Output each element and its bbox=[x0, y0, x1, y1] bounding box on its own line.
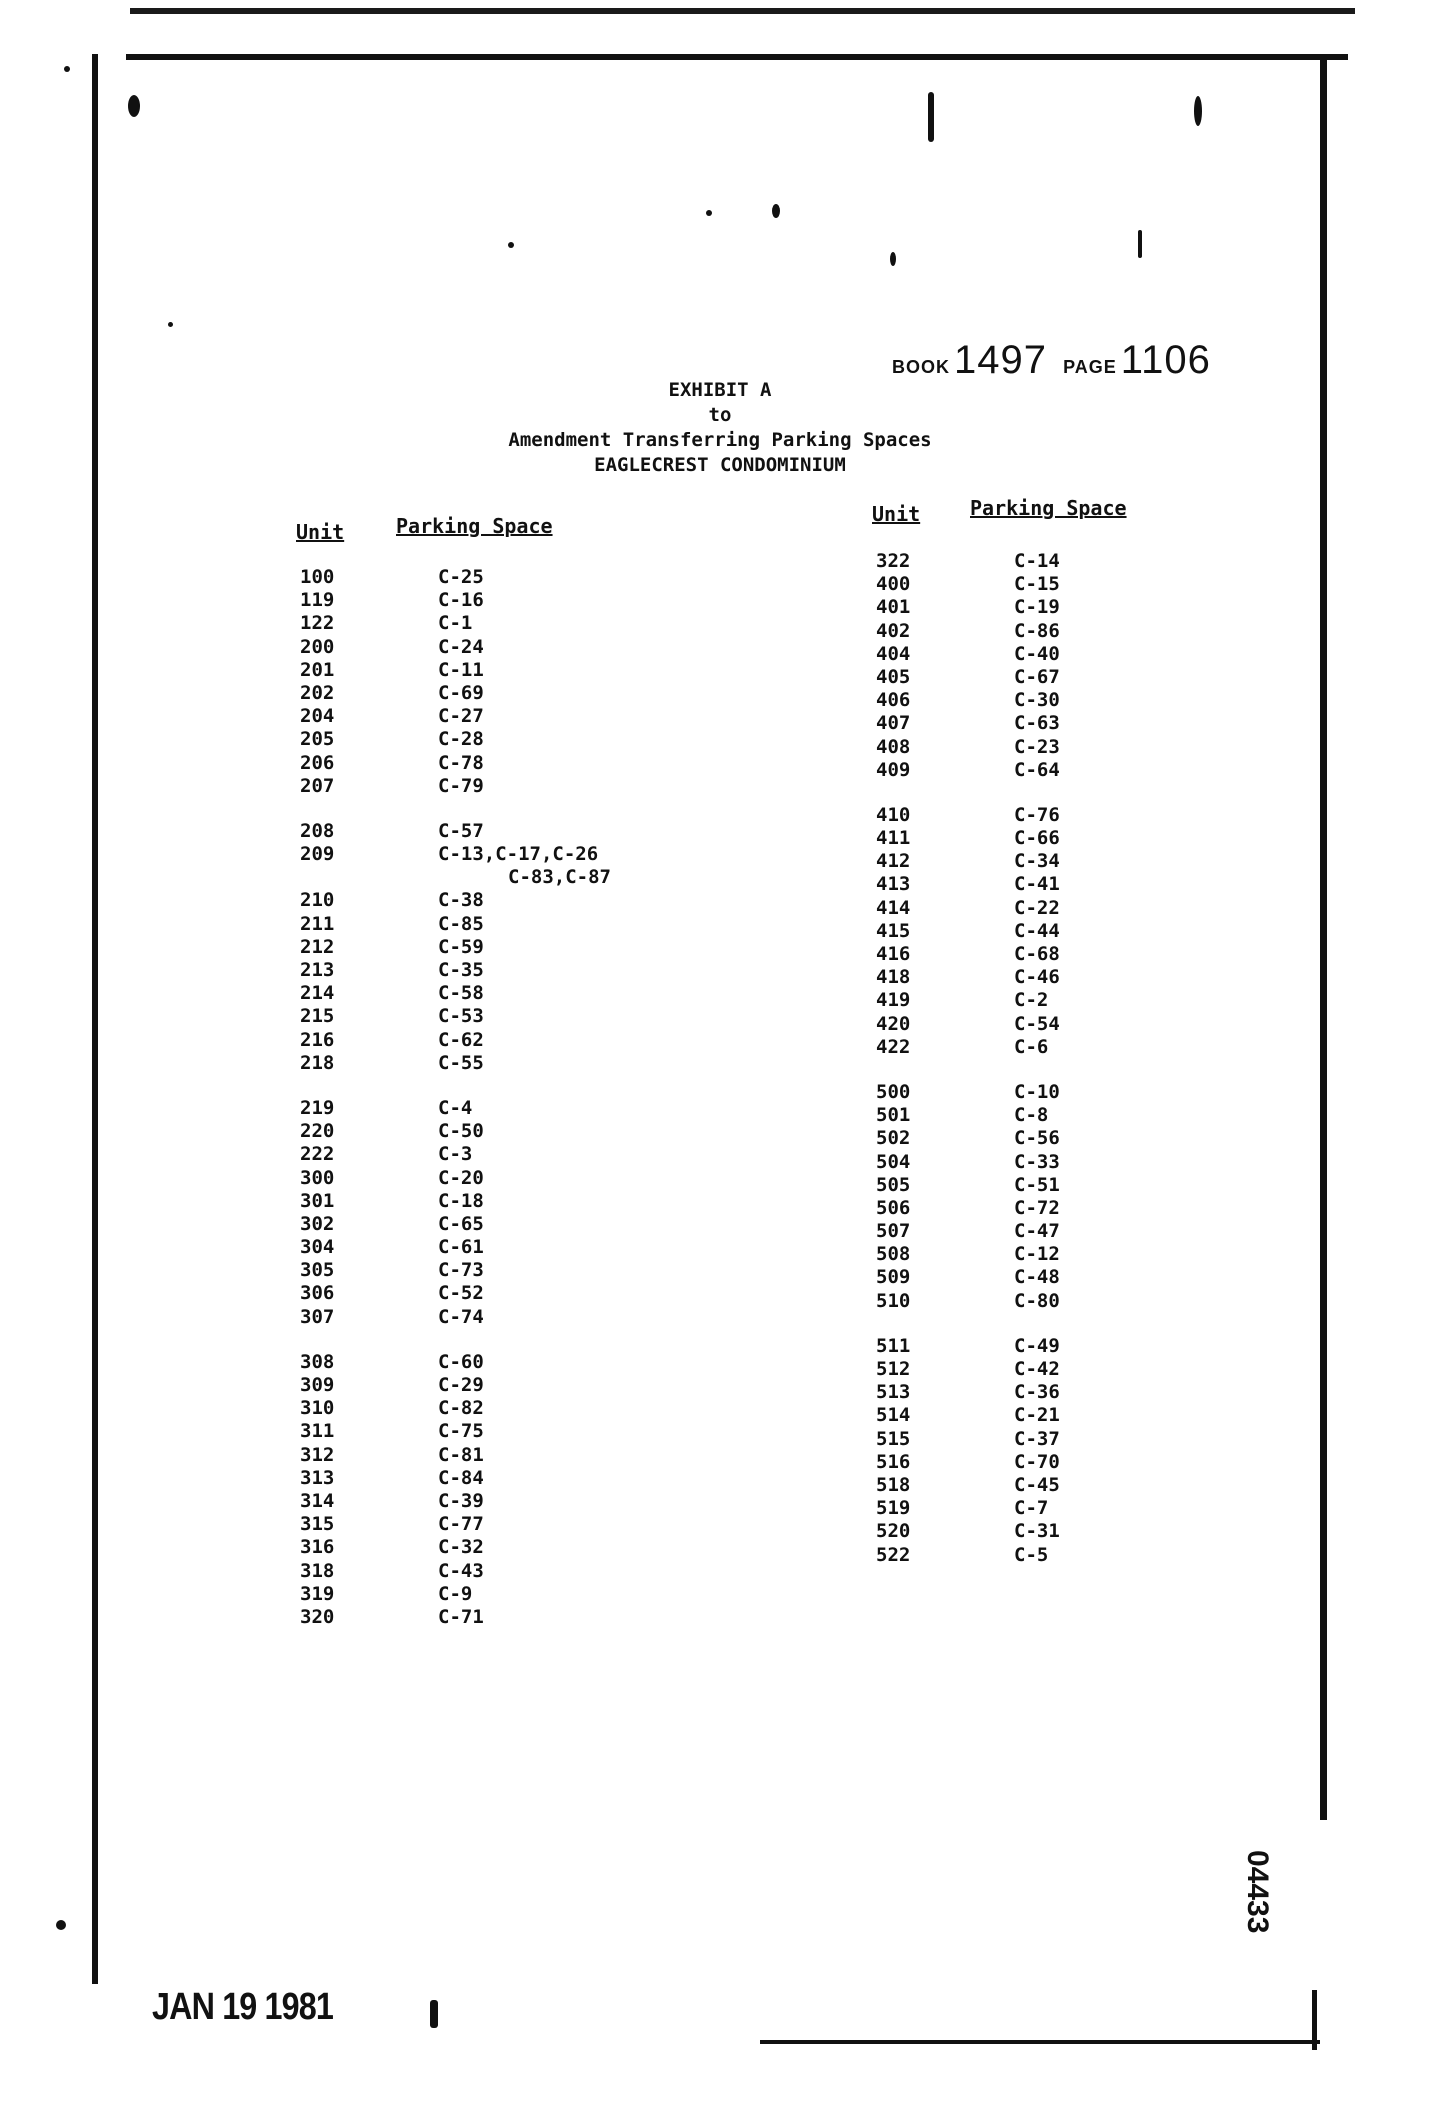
parking-space: C-41 bbox=[1014, 873, 1060, 896]
left-table-row bbox=[300, 1397, 611, 1420]
right-table-row bbox=[876, 1081, 1060, 1104]
parking-space: C-71 bbox=[438, 1605, 484, 1628]
group-gap bbox=[300, 1075, 611, 1097]
parking-space: C-36 bbox=[1014, 1381, 1060, 1404]
unit-number: 318 bbox=[300, 1559, 335, 1582]
unit-number: 520 bbox=[876, 1520, 911, 1543]
unit-number: 322 bbox=[876, 550, 911, 572]
parking-space: C-56 bbox=[1014, 1127, 1060, 1150]
parking-space: C-53 bbox=[438, 1005, 484, 1028]
left-table-row bbox=[300, 589, 611, 612]
unit-number: 222 bbox=[300, 1143, 335, 1166]
parking-space: C-63 bbox=[1014, 712, 1060, 735]
unit-number: 211 bbox=[300, 912, 335, 935]
unit-number: 310 bbox=[300, 1397, 335, 1420]
unit-number: 414 bbox=[876, 896, 911, 919]
right-table-row bbox=[876, 1151, 1060, 1174]
unit-number: 313 bbox=[300, 1466, 335, 1489]
book-label: BOOK bbox=[892, 357, 950, 377]
unit-number: 213 bbox=[300, 959, 335, 981]
left-table-row bbox=[300, 889, 611, 912]
left-table-row bbox=[300, 1097, 611, 1120]
page-border-top bbox=[126, 54, 1348, 60]
unit-number: 505 bbox=[876, 1173, 911, 1196]
unit-number: 316 bbox=[300, 1536, 335, 1559]
parking-space: C-64 bbox=[1014, 758, 1060, 781]
right-table-row bbox=[876, 1520, 1060, 1543]
parking-space: C-1 bbox=[438, 612, 473, 635]
parking-space: C-66 bbox=[1014, 827, 1060, 850]
parking-space: C-32 bbox=[438, 1536, 484, 1559]
scan-speck bbox=[128, 95, 140, 117]
parking-space: C-62 bbox=[438, 1028, 484, 1051]
parking-space: C-14 bbox=[1014, 550, 1060, 572]
unit-number: 119 bbox=[300, 589, 335, 612]
parking-space: C-8 bbox=[1014, 1104, 1049, 1127]
parking-space: C-30 bbox=[1014, 689, 1060, 712]
parking-space: C-22 bbox=[1014, 896, 1060, 919]
right-table-row bbox=[876, 873, 1060, 896]
left-table-row bbox=[300, 705, 611, 728]
left-table-row bbox=[300, 1513, 611, 1536]
unit-number: 301 bbox=[300, 1189, 335, 1212]
unit-number: 300 bbox=[300, 1166, 335, 1189]
parking-space: C-61 bbox=[438, 1236, 484, 1259]
unit-number: 315 bbox=[300, 1513, 335, 1536]
unit-number: 419 bbox=[876, 989, 911, 1012]
unit-number: 202 bbox=[300, 681, 335, 704]
left-table-row bbox=[300, 682, 611, 705]
right-table-row bbox=[876, 1451, 1060, 1474]
parking-space: C-25 bbox=[438, 566, 484, 588]
page-border-bottom bbox=[760, 2040, 1320, 2044]
right-table-row bbox=[876, 943, 1060, 966]
unit-number: 218 bbox=[300, 1051, 335, 1074]
left-table-row bbox=[300, 982, 611, 1005]
top-scan-rule bbox=[130, 8, 1355, 14]
left-table-row bbox=[300, 1583, 611, 1606]
right-table-row bbox=[876, 1036, 1060, 1059]
unit-number: 401 bbox=[876, 596, 911, 619]
unit-number: 420 bbox=[876, 1012, 911, 1035]
parking-space: C-81 bbox=[438, 1443, 484, 1466]
unit-number: 411 bbox=[876, 827, 911, 850]
parking-space: C-80 bbox=[1014, 1289, 1060, 1312]
right-table-row bbox=[876, 1013, 1060, 1036]
right-table-row bbox=[876, 620, 1060, 643]
unit-number: 418 bbox=[876, 966, 911, 989]
parking-space: C-82 bbox=[438, 1397, 484, 1420]
parking-space: C-69 bbox=[438, 681, 484, 704]
parking-space: C-20 bbox=[438, 1166, 484, 1189]
unit-number: 201 bbox=[300, 658, 335, 681]
left-table-row bbox=[300, 1306, 611, 1329]
unit-number: 405 bbox=[876, 665, 911, 688]
parking-space: C-72 bbox=[1014, 1196, 1060, 1219]
right-table-row bbox=[876, 1104, 1060, 1127]
left-table-row bbox=[300, 820, 611, 843]
parking-space: C-85 bbox=[438, 912, 484, 935]
unit-number: 415 bbox=[876, 919, 911, 942]
left-table-row bbox=[300, 612, 611, 635]
unit-number: 204 bbox=[300, 705, 335, 728]
unit-number: 216 bbox=[300, 1028, 335, 1051]
unit-number: 215 bbox=[300, 1005, 335, 1028]
unit-number: 402 bbox=[876, 619, 911, 642]
parking-space: C-48 bbox=[1014, 1266, 1060, 1289]
left-table-row bbox=[300, 1143, 611, 1166]
parking-space: C-19 bbox=[1014, 596, 1060, 619]
right-table-row bbox=[876, 573, 1060, 596]
condominium-name: EAGLECREST CONDOMINIUM bbox=[594, 454, 846, 476]
left-table-row bbox=[300, 843, 611, 866]
unit-number: 219 bbox=[300, 1096, 335, 1119]
unit-number: 412 bbox=[876, 850, 911, 873]
unit-number: 504 bbox=[876, 1150, 911, 1173]
parking-space: C-43 bbox=[438, 1559, 484, 1582]
group-gap bbox=[876, 1313, 1060, 1335]
left-table-row bbox=[300, 1490, 611, 1513]
right-unit-header: Unit bbox=[872, 502, 921, 526]
right-table-row bbox=[876, 966, 1060, 989]
unit-number: 514 bbox=[876, 1404, 911, 1427]
left-table-row bbox=[300, 1236, 611, 1259]
unit-number: 311 bbox=[300, 1420, 335, 1443]
right-table-row bbox=[876, 596, 1060, 619]
group-gap bbox=[876, 1059, 1060, 1081]
left-table-row bbox=[300, 866, 611, 889]
unit-number: 206 bbox=[300, 751, 335, 774]
exhibit-to: to bbox=[708, 404, 732, 426]
right-table-row bbox=[876, 1474, 1060, 1497]
right-table-row bbox=[876, 827, 1060, 850]
parking-space: C-38 bbox=[438, 889, 484, 912]
right-table-row bbox=[876, 736, 1060, 759]
scan-speck bbox=[168, 322, 173, 327]
group-gap bbox=[876, 782, 1060, 804]
right-table-row bbox=[876, 804, 1060, 827]
right-table-row bbox=[876, 666, 1060, 689]
scan-speck bbox=[1194, 96, 1202, 126]
unit-number: 519 bbox=[876, 1497, 911, 1520]
parking-space: C-65 bbox=[438, 1212, 484, 1235]
left-table-row bbox=[300, 1467, 611, 1490]
exhibit-title: EXHIBIT A bbox=[668, 379, 772, 401]
unit-number: 518 bbox=[876, 1473, 911, 1496]
scan-speck bbox=[1138, 230, 1142, 258]
left-table-row bbox=[300, 1052, 611, 1075]
unit-number: 400 bbox=[876, 573, 911, 596]
parking-space: C-75 bbox=[438, 1420, 484, 1443]
scan-speck bbox=[772, 204, 780, 218]
unit-number: 408 bbox=[876, 735, 911, 758]
parking-space: C-9 bbox=[438, 1582, 473, 1605]
parking-space: C-7 bbox=[1014, 1497, 1049, 1520]
parking-space: C-70 bbox=[1014, 1450, 1060, 1473]
unit-number: 515 bbox=[876, 1427, 911, 1450]
parking-space: C-77 bbox=[438, 1513, 484, 1536]
scan-speck bbox=[890, 252, 896, 266]
right-table-row bbox=[876, 550, 1060, 573]
left-unit-header: Unit bbox=[296, 520, 345, 544]
right-table-row bbox=[876, 850, 1060, 873]
unit-number: 522 bbox=[876, 1543, 911, 1566]
unit-number: 509 bbox=[876, 1266, 911, 1289]
parking-space: C-78 bbox=[438, 751, 484, 774]
right-table-row bbox=[876, 759, 1060, 782]
unit-number: 122 bbox=[300, 612, 335, 635]
parking-space: C-24 bbox=[438, 635, 484, 658]
left-table-row bbox=[300, 1167, 611, 1190]
parking-space: C-73 bbox=[438, 1259, 484, 1282]
unit-number: 500 bbox=[876, 1080, 911, 1103]
right-table-row bbox=[876, 1544, 1060, 1567]
book-page-reference bbox=[888, 338, 1211, 383]
right-table-row bbox=[876, 712, 1060, 735]
parking-space: C-84 bbox=[438, 1466, 484, 1489]
parking-space: C-12 bbox=[1014, 1243, 1060, 1266]
page-label: PAGE bbox=[1063, 357, 1117, 377]
parking-space: C-15 bbox=[1014, 573, 1060, 596]
parking-space: C-39 bbox=[438, 1489, 484, 1512]
unit-number: 214 bbox=[300, 982, 335, 1005]
parking-space: C-46 bbox=[1014, 966, 1060, 989]
document-heading bbox=[380, 378, 1060, 478]
parking-space: C-16 bbox=[438, 589, 484, 612]
parking-space: C-29 bbox=[438, 1374, 484, 1396]
parking-space: C-74 bbox=[438, 1305, 484, 1328]
left-table-row bbox=[300, 1120, 611, 1143]
unit-number: 305 bbox=[300, 1259, 335, 1282]
parking-space: C-52 bbox=[438, 1282, 484, 1305]
parking-space: C-49 bbox=[1014, 1334, 1060, 1357]
right-table-row bbox=[876, 1335, 1060, 1358]
parking-space: C-3 bbox=[438, 1143, 473, 1166]
parking-space: C-51 bbox=[1014, 1173, 1060, 1196]
right-table-row bbox=[876, 1404, 1060, 1427]
left-table-row bbox=[300, 1420, 611, 1443]
parking-space: C-5 bbox=[1014, 1543, 1049, 1566]
left-table-row bbox=[300, 1536, 611, 1559]
parking-space: C-40 bbox=[1014, 642, 1060, 665]
left-table-row bbox=[300, 1444, 611, 1467]
parking-space: C-18 bbox=[438, 1189, 484, 1212]
parking-space: C-11 bbox=[438, 658, 484, 681]
page-border-tick bbox=[1312, 1990, 1317, 2050]
recording-date-stamp: JAN 19 1981 bbox=[152, 1986, 333, 2028]
left-table-row bbox=[300, 1606, 611, 1629]
scan-speck bbox=[706, 210, 712, 216]
unit-number bbox=[300, 866, 438, 889]
unit-number: 506 bbox=[876, 1196, 911, 1219]
right-parking-header: Parking Space bbox=[970, 496, 1127, 520]
parking-space: C-55 bbox=[438, 1051, 484, 1074]
parking-space: C-54 bbox=[1014, 1012, 1060, 1035]
scan-speck bbox=[56, 1920, 66, 1930]
parking-space: C-35 bbox=[438, 959, 484, 981]
left-table-row bbox=[300, 566, 611, 589]
left-table-row bbox=[300, 1282, 611, 1305]
unit-number: 513 bbox=[876, 1381, 911, 1404]
unit-number: 409 bbox=[876, 758, 911, 781]
left-table-row bbox=[300, 752, 611, 775]
group-gap bbox=[300, 798, 611, 820]
unit-number: 208 bbox=[300, 819, 335, 842]
unit-number: 302 bbox=[300, 1212, 335, 1235]
side-document-number: 04433 bbox=[1241, 1850, 1274, 1934]
unit-number: 207 bbox=[300, 774, 335, 797]
left-table-row bbox=[300, 959, 611, 982]
right-table-row bbox=[876, 920, 1060, 943]
amendment-title: Amendment Transferring Parking Spaces bbox=[508, 429, 932, 451]
parking-space: C-83,C-87 bbox=[508, 866, 611, 889]
right-table-row bbox=[876, 989, 1060, 1012]
right-table-row bbox=[876, 1428, 1060, 1451]
left-table-row bbox=[300, 659, 611, 682]
right-table-row bbox=[876, 1290, 1060, 1313]
unit-number: 307 bbox=[300, 1305, 335, 1328]
right-table-row bbox=[876, 689, 1060, 712]
unit-number: 404 bbox=[876, 642, 911, 665]
parking-space: C-23 bbox=[1014, 735, 1060, 758]
parking-space: C-10 bbox=[1014, 1080, 1060, 1103]
parking-space: C-2 bbox=[1014, 989, 1049, 1012]
left-table-row bbox=[300, 1351, 611, 1374]
left-table-row bbox=[300, 1190, 611, 1213]
right-table-row bbox=[876, 643, 1060, 666]
page-border-right bbox=[1320, 60, 1327, 1820]
unit-number: 308 bbox=[300, 1350, 335, 1373]
right-table-row bbox=[876, 1243, 1060, 1266]
parking-space: C-6 bbox=[1014, 1035, 1049, 1058]
unit-number: 210 bbox=[300, 889, 335, 912]
parking-space: C-44 bbox=[1014, 919, 1060, 942]
page-border-left bbox=[92, 54, 98, 1984]
parking-space: C-13,C-17,C-26 bbox=[438, 843, 599, 866]
unit-number: 511 bbox=[876, 1334, 911, 1357]
parking-space: C-28 bbox=[438, 728, 484, 751]
scan-speck bbox=[430, 2000, 438, 2028]
scan-speck bbox=[64, 66, 70, 72]
scan-speck bbox=[508, 242, 514, 248]
left-table-row bbox=[300, 936, 611, 959]
unit-number: 306 bbox=[300, 1282, 335, 1305]
unit-number: 200 bbox=[300, 635, 335, 658]
unit-number: 100 bbox=[300, 566, 335, 588]
left-table-row bbox=[300, 913, 611, 936]
left-table-row bbox=[300, 1029, 611, 1052]
parking-space: C-68 bbox=[1014, 943, 1060, 965]
group-gap bbox=[300, 1329, 611, 1351]
left-table-row bbox=[300, 1213, 611, 1236]
right-table-row bbox=[876, 1266, 1060, 1289]
right-table-row bbox=[876, 897, 1060, 920]
parking-space: C-45 bbox=[1014, 1473, 1060, 1496]
parking-space: C-33 bbox=[1014, 1150, 1060, 1173]
unit-number: 416 bbox=[876, 943, 911, 965]
left-table-row bbox=[300, 1560, 611, 1583]
right-table-row bbox=[876, 1381, 1060, 1404]
parking-space: C-76 bbox=[1014, 803, 1060, 826]
parking-space: C-47 bbox=[1014, 1220, 1060, 1243]
unit-number: 410 bbox=[876, 803, 911, 826]
unit-number: 516 bbox=[876, 1450, 911, 1473]
parking-space: C-31 bbox=[1014, 1520, 1060, 1543]
parking-space: C-21 bbox=[1014, 1404, 1060, 1427]
parking-space: C-57 bbox=[438, 819, 484, 842]
left-parking-list bbox=[300, 566, 611, 1629]
parking-space: C-67 bbox=[1014, 665, 1060, 688]
unit-number: 320 bbox=[300, 1605, 335, 1628]
unit-number: 209 bbox=[300, 843, 335, 866]
parking-space: C-4 bbox=[438, 1096, 473, 1119]
left-table-row bbox=[300, 728, 611, 751]
unit-number: 314 bbox=[300, 1489, 335, 1512]
parking-space: C-60 bbox=[438, 1350, 484, 1373]
left-table-row bbox=[300, 636, 611, 659]
unit-number: 407 bbox=[876, 712, 911, 735]
left-table-row bbox=[300, 1259, 611, 1282]
right-table-row bbox=[876, 1497, 1060, 1520]
unit-number: 502 bbox=[876, 1127, 911, 1150]
parking-space: C-37 bbox=[1014, 1427, 1060, 1450]
unit-number: 501 bbox=[876, 1104, 911, 1127]
parking-space: C-86 bbox=[1014, 619, 1060, 642]
left-table-row bbox=[300, 775, 611, 798]
right-parking-list bbox=[876, 550, 1060, 1567]
right-table-row bbox=[876, 1174, 1060, 1197]
unit-number: 220 bbox=[300, 1120, 335, 1143]
book-number: 1497 bbox=[954, 338, 1047, 382]
scan-speck bbox=[928, 92, 934, 142]
right-table-row bbox=[876, 1220, 1060, 1243]
parking-space: C-34 bbox=[1014, 850, 1060, 873]
parking-space: C-59 bbox=[438, 935, 484, 958]
right-table-row bbox=[876, 1197, 1060, 1220]
parking-space: C-42 bbox=[1014, 1358, 1060, 1380]
unit-number: 510 bbox=[876, 1289, 911, 1312]
unit-number: 212 bbox=[300, 935, 335, 958]
left-table-row bbox=[300, 1005, 611, 1028]
side-document-number-wrap bbox=[1240, 1850, 1280, 1960]
unit-number: 309 bbox=[300, 1374, 335, 1396]
left-table-row bbox=[300, 1374, 611, 1397]
unit-number: 508 bbox=[876, 1243, 911, 1266]
right-table-row bbox=[876, 1358, 1060, 1381]
unit-number: 512 bbox=[876, 1358, 911, 1380]
parking-space: C-79 bbox=[438, 774, 484, 797]
page-number: 1106 bbox=[1120, 338, 1211, 382]
parking-space: C-58 bbox=[438, 982, 484, 1005]
unit-number: 304 bbox=[300, 1236, 335, 1259]
parking-space: C-50 bbox=[438, 1120, 484, 1143]
right-table-row bbox=[876, 1127, 1060, 1150]
unit-number: 205 bbox=[300, 728, 335, 751]
unit-number: 312 bbox=[300, 1443, 335, 1466]
unit-number: 422 bbox=[876, 1035, 911, 1058]
left-parking-header: Parking Space bbox=[396, 514, 553, 538]
unit-number: 413 bbox=[876, 873, 911, 896]
unit-number: 507 bbox=[876, 1220, 911, 1243]
unit-number: 319 bbox=[300, 1582, 335, 1605]
unit-number: 406 bbox=[876, 689, 911, 712]
parking-space: C-27 bbox=[438, 705, 484, 728]
